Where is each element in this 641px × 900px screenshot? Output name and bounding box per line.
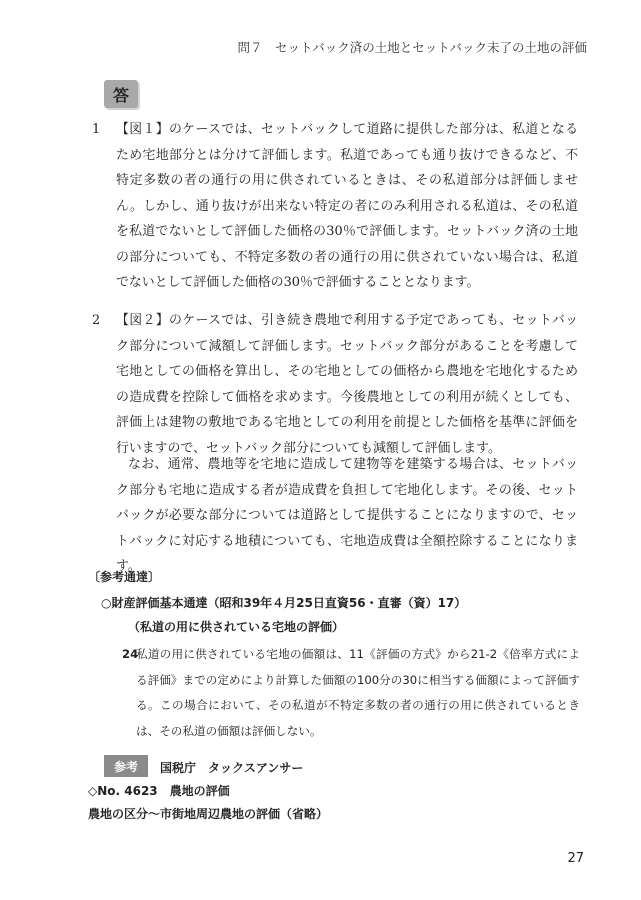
paragraph-text: 【図１】のケースでは、セットバックして道路に提供した部分は、私道となるため宅地部分とは分けて評価します。私道であっても通り抜けできるなど、不特定多数の者の通行の用に供されているときは、その私道部分は評価しません。しかし、通り抜けが出来ない特定の者にのみ利用される私道は、その私道を私道でないとして評価した価格の30％で評価します。セットバック済の土地の部分についても、不特定多数の者の通行の用に供されていない場合は、私道でないとして評価した価格の30％で評価することとなります。 bbox=[116, 122, 578, 290]
sankou-item: ◇No. 4623 農地の評価 bbox=[88, 784, 230, 798]
page-number: 27 bbox=[567, 851, 584, 866]
answer-paragraph-1 bbox=[92, 117, 578, 296]
paragraph-number: 2 bbox=[92, 313, 101, 328]
sankou-badge: 参考 bbox=[104, 755, 148, 777]
reference-subtitle: （私道の用に供されている宅地の評価） bbox=[128, 620, 345, 634]
reference-source: ○財産評価基本通達（昭和39年４月25日直資56・直審（資）17） bbox=[101, 596, 467, 610]
paragraph-text: 【図２】のケースでは、引き続き農地で利用する予定であっても、セットバック部分について減額して評価します。セットバック部分があることを考慮して宅地としての価格を算出し、その宅地としての価格から農地を宅地化するための造成費を控除して価格を求めます。今後農地としての利用が続くとしても、評価上は建物の敷地である宅地としての利用を前提とした価格を基準に評価を行いますので、セットバック部分についても減額して評価します。 bbox=[116, 313, 578, 456]
reference-article bbox=[122, 642, 580, 744]
sankou-category: 農地の区分～市街地周辺農地の評価（省略） bbox=[88, 807, 329, 821]
running-header: 問７ セットバック済の土地とセットバック未了の土地の評価 bbox=[237, 40, 587, 55]
answer-badge: 答 bbox=[104, 80, 138, 108]
reference-heading: 〔参考通達〕 bbox=[88, 570, 161, 584]
answer-paragraph-2-continued: なお、通常、農地等を宅地に造成して建物等を建築する場合は、セットバック部分も宅地に造成する者が造成費を負担して宅地化します。その後、セットバックが必要な部分については道路として提供することになりますので、セットバックに対応する地積についても、宅地造成費は全額控除することになります。 bbox=[116, 457, 578, 574]
article-number: 24 bbox=[122, 647, 139, 661]
sankou-agency: 国税庁 タックスアンサー bbox=[160, 761, 304, 775]
paragraph-number: 1 bbox=[92, 122, 101, 137]
article-text: 私道の用に供されている宅地の価額は、11《評価の方式》から21-2《倍率方式による評価》までの定めにより計算した価額の100分の30に相当する価額によって評価する。この場合において、その私道が不特定多数の者の通行の用に供されているときは、その私道の価額は評価しない。 bbox=[136, 647, 580, 738]
answer-paragraph-2 bbox=[92, 308, 578, 461]
